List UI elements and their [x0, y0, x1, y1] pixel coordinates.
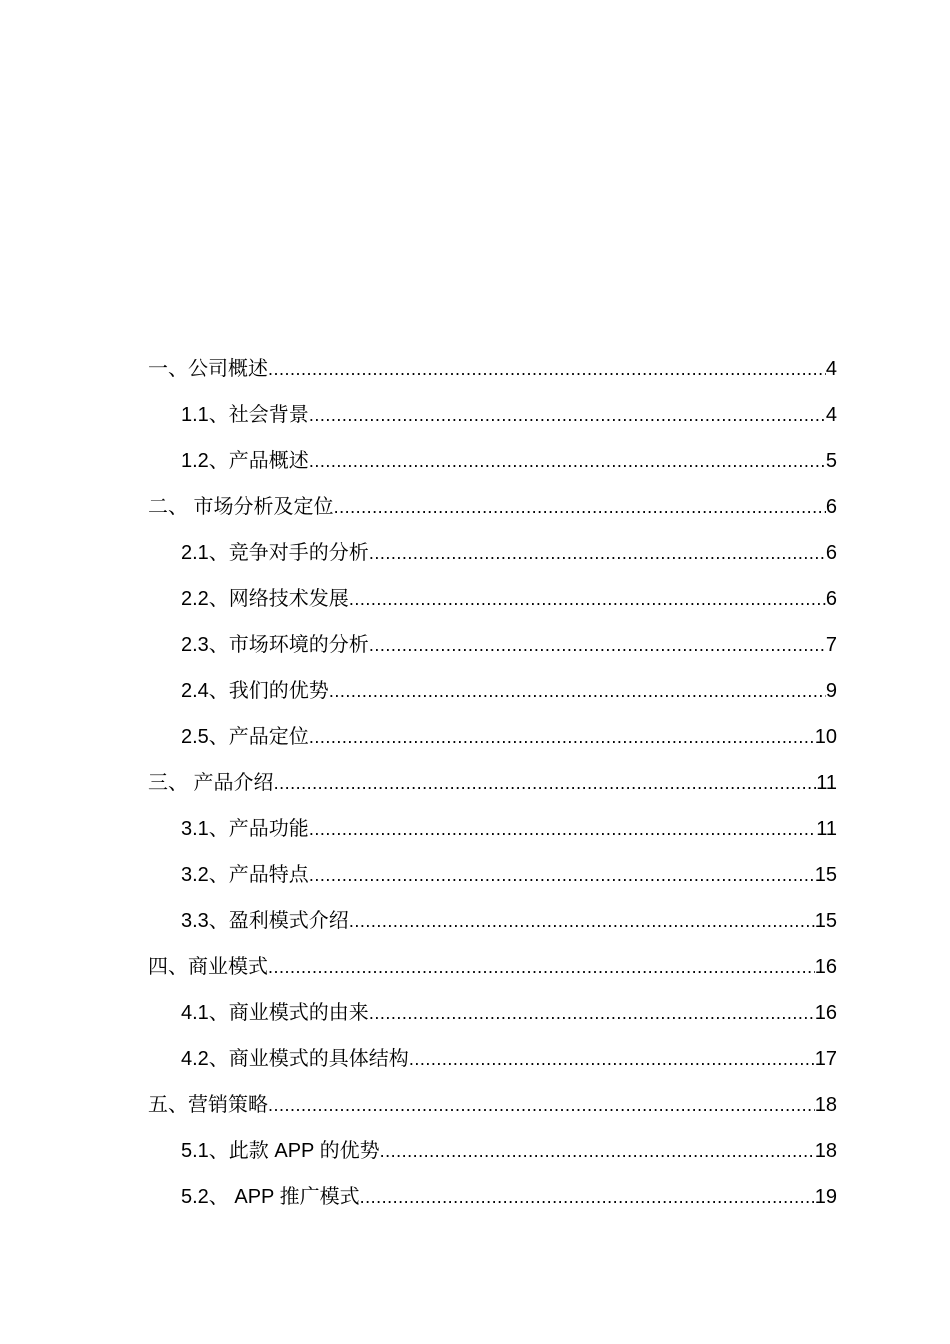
dot-leader	[309, 403, 826, 427]
dot-leader	[409, 1047, 815, 1071]
toc-entry-title: 五、营销策略	[148, 1094, 268, 1116]
toc-entry-title: 2.2、网络技术发展	[181, 588, 349, 610]
toc-entry-title: 四、商业模式	[148, 956, 268, 978]
toc-entry-page: 16	[814, 1002, 837, 1024]
toc-entry-page: 16	[814, 956, 837, 978]
toc-entry[interactable]	[0, 346, 950, 392]
dot-leader	[309, 817, 816, 841]
toc-entry-page: 5	[825, 450, 837, 472]
toc-entry[interactable]	[0, 392, 950, 438]
toc-entry-title: 4.1、商业模式的由来	[181, 1002, 369, 1024]
toc-entry[interactable]	[0, 760, 950, 806]
toc-entry-page: 18	[814, 1140, 837, 1162]
toc-entry[interactable]	[0, 668, 950, 714]
toc-entry-page: 6	[825, 588, 837, 610]
toc-entry-title: 3.1、产品功能	[181, 818, 309, 840]
toc-entry-page: 19	[814, 1186, 837, 1208]
dot-leader	[309, 725, 815, 749]
toc-entry-page: 9	[825, 680, 837, 702]
toc-entry-title: 4.2、商业模式的具体结构	[181, 1048, 409, 1070]
toc-entry[interactable]	[0, 622, 950, 668]
toc-entry-title: 5.2、 APP 推广模式	[181, 1186, 360, 1208]
dot-leader	[268, 955, 815, 979]
toc-entry-title: 3.3、盈利模式介绍	[181, 910, 349, 932]
dot-leader	[329, 679, 826, 703]
toc-entry[interactable]	[0, 806, 950, 852]
toc-entry-title: 2.3、市场环境的分析	[181, 634, 369, 656]
toc-entry-title: 二、 市场分析及定位	[148, 496, 334, 518]
toc-entry-page: 15	[814, 910, 837, 932]
dot-leader	[349, 587, 826, 611]
toc-entry[interactable]	[0, 484, 950, 530]
toc-entry-page: 4	[825, 404, 837, 426]
toc-entry-page: 15	[814, 864, 837, 886]
dot-leader	[268, 1093, 815, 1117]
toc-entry[interactable]	[0, 438, 950, 484]
toc-entry-title: 1.1、社会背景	[181, 404, 309, 426]
toc-entry-page: 4	[825, 358, 837, 380]
dot-leader	[369, 1001, 815, 1025]
dot-leader	[349, 909, 815, 933]
toc-entry-title: 3.2、产品特点	[181, 864, 309, 886]
toc-entry-title: 5.1、此款 APP 的优势	[181, 1140, 380, 1162]
toc-entry[interactable]	[0, 1128, 950, 1174]
toc-entry-title: 2.1、竞争对手的分析	[181, 542, 369, 564]
toc-entry-page: 18	[814, 1094, 837, 1116]
toc-entry[interactable]	[0, 1174, 950, 1220]
dot-leader	[268, 357, 826, 381]
dot-leader	[369, 541, 826, 565]
toc-entry[interactable]	[0, 852, 950, 898]
toc-entry-page: 17	[814, 1048, 837, 1070]
toc-entry-page: 7	[825, 634, 837, 656]
toc-entry[interactable]	[0, 1082, 950, 1128]
dot-leader	[309, 863, 815, 887]
toc-entry[interactable]	[0, 1036, 950, 1082]
toc-entry[interactable]	[0, 944, 950, 990]
toc-entry-title: 三、 产品介绍	[148, 772, 274, 794]
dot-leader	[369, 633, 826, 657]
toc-entry-title: 2.4、我们的优势	[181, 680, 329, 702]
table-of-contents	[0, 346, 950, 1220]
toc-entry-title: 2.5、产品定位	[181, 726, 309, 748]
toc-entry-title: 一、公司概述	[148, 358, 268, 380]
toc-entry[interactable]	[0, 530, 950, 576]
dot-leader	[309, 449, 826, 473]
toc-entry-page: 11	[816, 818, 837, 840]
dot-leader	[274, 771, 817, 795]
toc-entry-title: 1.2、产品概述	[181, 450, 309, 472]
toc-entry-page: 10	[814, 726, 837, 748]
toc-entry[interactable]	[0, 576, 950, 622]
dot-leader	[380, 1139, 815, 1163]
toc-entry[interactable]	[0, 898, 950, 944]
dot-leader	[360, 1185, 815, 1209]
toc-entry-page: 6	[825, 542, 837, 564]
dot-leader	[334, 495, 826, 519]
toc-entry[interactable]	[0, 990, 950, 1036]
toc-entry-page: 11	[816, 772, 837, 794]
toc-entry[interactable]	[0, 714, 950, 760]
toc-entry-page: 6	[825, 496, 837, 518]
